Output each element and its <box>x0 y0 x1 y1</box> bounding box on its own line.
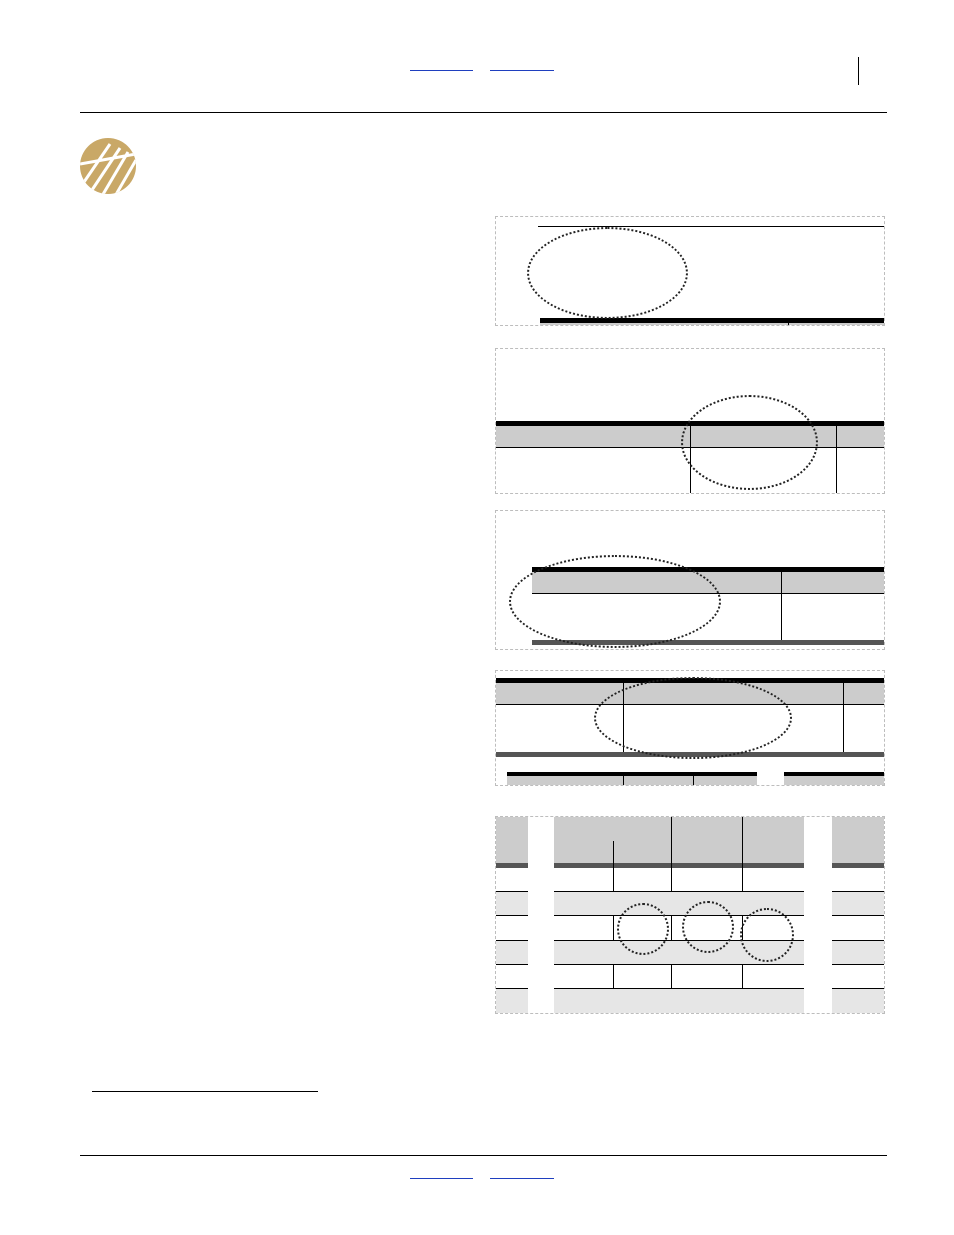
panel5-row-rule <box>832 988 885 989</box>
panel5-header-bar-1 <box>496 863 528 868</box>
panel1-bottom-gray <box>540 323 885 326</box>
panel4-sub-gray-left <box>507 776 757 786</box>
panel2-highlight-ellipse <box>681 395 818 490</box>
panel5-row-rule <box>832 915 885 916</box>
panel5-row-rule <box>832 891 885 892</box>
panel5-highlight-circle-3 <box>740 908 794 962</box>
panel5-highlight-circle-2 <box>682 901 734 953</box>
panel5-row-rule <box>496 891 528 892</box>
panel5-header-bar-2 <box>554 863 804 868</box>
panel1-top-rule <box>538 226 885 227</box>
header-link-left[interactable] <box>410 58 473 71</box>
panel2-col-divider-2 <box>836 426 837 494</box>
panel1-divider <box>788 323 789 326</box>
panel5-row-shade <box>554 989 804 1013</box>
panel4-col-divider-2 <box>843 683 844 752</box>
panel5-header-block-1 <box>496 817 528 865</box>
panel5-row-rule <box>554 988 804 989</box>
panel5-row-shade <box>832 940 885 964</box>
panel5-header-bar-3 <box>832 863 885 868</box>
panel4-highlight-ellipse <box>594 677 792 759</box>
panel5-row-rule <box>496 940 528 941</box>
panel5-row-shade <box>832 892 885 916</box>
panel5-row-rule <box>496 988 528 989</box>
header-link-right[interactable] <box>490 58 554 71</box>
panel5-row-shade <box>496 940 528 964</box>
figure-panel-5 <box>495 816 885 1014</box>
panel5-row-rule <box>554 891 804 892</box>
panel3-col-divider <box>781 572 782 640</box>
panel5-row-rule <box>496 915 528 916</box>
figure-panel-3 <box>495 510 885 650</box>
panel1-highlight-ellipse <box>527 227 688 319</box>
panel5-row-rule <box>496 964 528 965</box>
panel5-header-block-3 <box>832 817 885 865</box>
figure-panel-4 <box>495 670 885 786</box>
panel4-sub-divider-2 <box>693 776 694 786</box>
panel5-row-shade <box>832 989 885 1013</box>
panel5-row-rule <box>832 940 885 941</box>
panel5-row-rule <box>832 964 885 965</box>
panel5-row-shade <box>496 892 528 916</box>
figure-panel-1 <box>495 216 885 326</box>
panel4-sub-divider-1 <box>623 776 624 786</box>
panel4-sub-gray-right <box>784 776 885 786</box>
panel5-row-shade <box>496 989 528 1013</box>
panel5-highlight-circle-1 <box>617 903 669 955</box>
panel3-highlight-ellipse <box>509 555 721 648</box>
panel5-header-block-2 <box>554 817 804 865</box>
header-vertical-rule <box>858 57 859 85</box>
brand-logo-icon <box>80 138 136 194</box>
panel5-row-rule <box>554 964 804 965</box>
footer-link-right[interactable] <box>490 1166 554 1179</box>
footer-link-left[interactable] <box>410 1166 473 1179</box>
header-rule <box>80 112 887 113</box>
footnote-rule <box>92 1091 318 1092</box>
footer-rule <box>80 1155 887 1156</box>
figure-panel-2 <box>495 348 885 494</box>
